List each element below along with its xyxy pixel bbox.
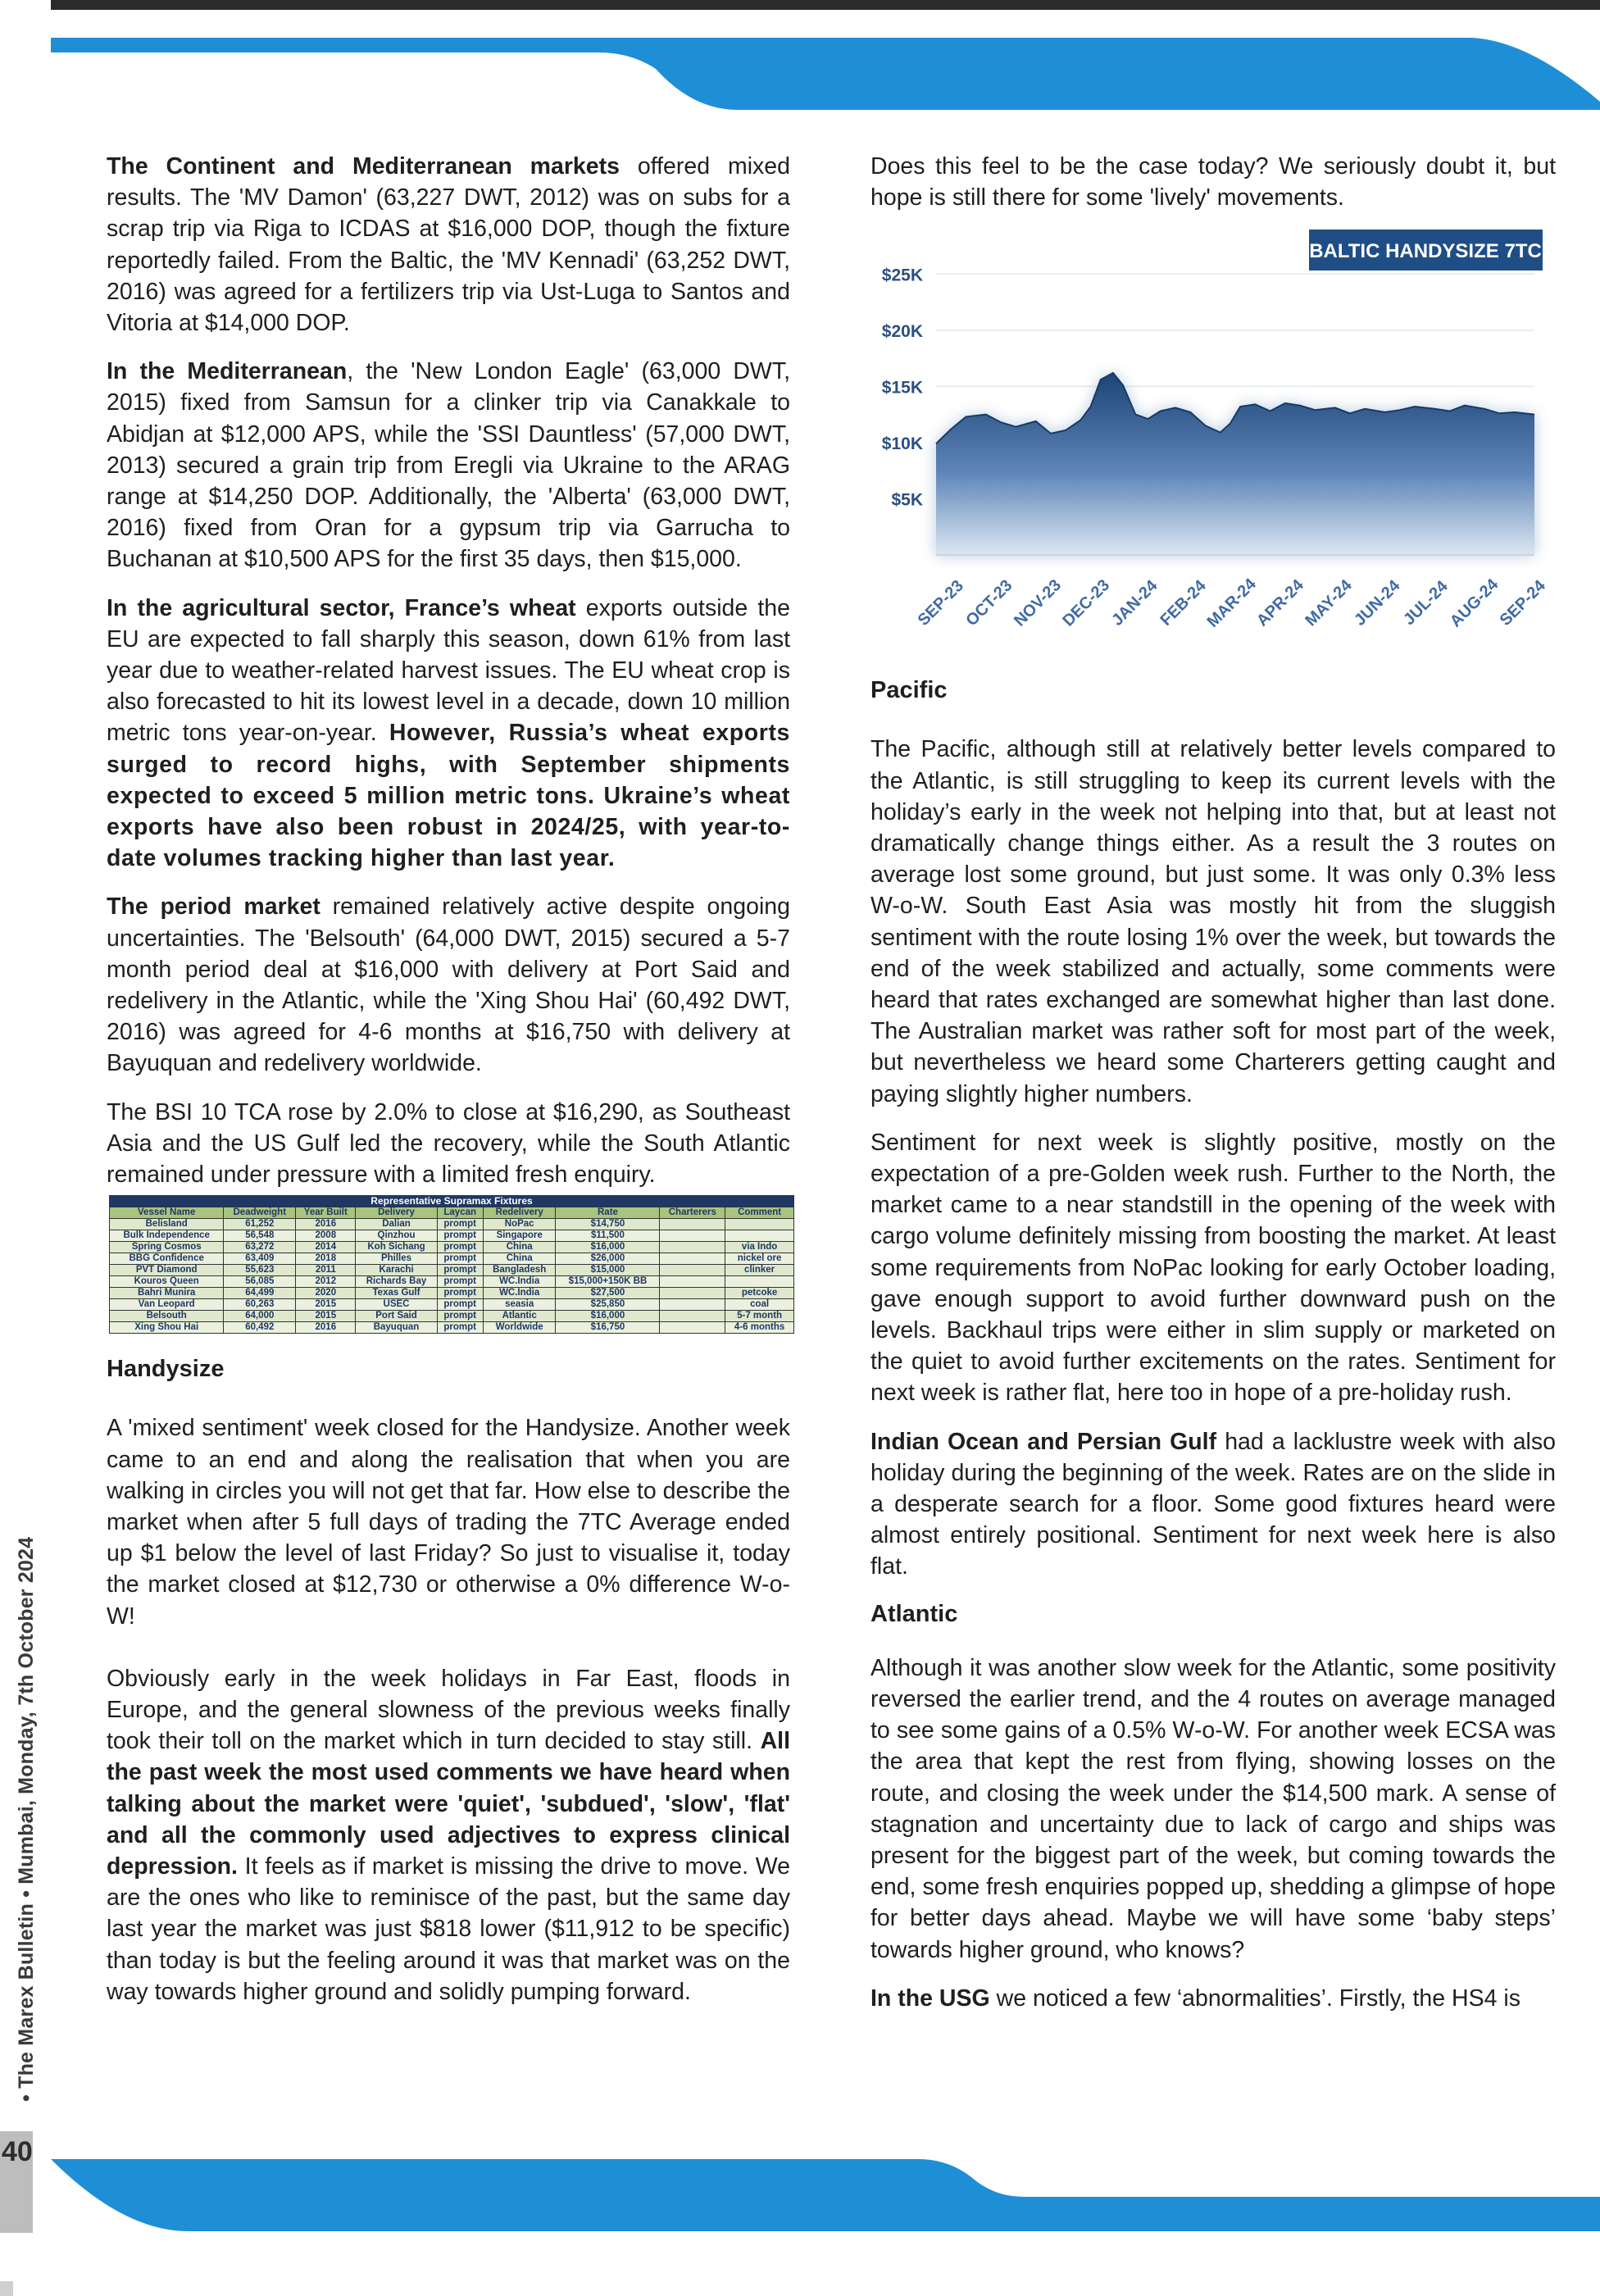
table-cell: nickel ore <box>725 1253 794 1265</box>
table-cell: Qinzhou <box>356 1230 437 1242</box>
table-cell: $25,850 <box>556 1299 660 1311</box>
handysize-heading: Handysize <box>107 1356 225 1383</box>
table-row <box>110 1276 794 1288</box>
table-row <box>110 1242 794 1253</box>
paragraph-text: offered mixed results. The 'MV Damon' (63,227 DWT, 2012) was on subs for a scrap trip via Riga to ICDAS at $16,000 DOP, though the fixture reportedly failed. From the Baltic, the 'MV Kennadi' (63,252 DWT, 2016) was agreed for a fertilizers trip via Ust-Luga to Santos and Vitoria at $14,000 DOP. <box>107 153 790 337</box>
table-cell: Van Leopard <box>110 1299 224 1311</box>
table-body <box>110 1219 794 1334</box>
chart-y-tick-label: $5K <box>891 490 923 510</box>
table-cell: prompt <box>437 1299 483 1311</box>
paragraph-indian-ocean <box>870 1426 1556 1583</box>
chart-x-tick-label: DEC-23 <box>1059 576 1114 631</box>
pacific-heading: Pacific <box>870 677 948 704</box>
top-blue-band <box>0 33 1600 115</box>
paragraph-lead: The Continent and Mediterranean markets <box>107 153 620 180</box>
table-cell: Karachi <box>356 1265 437 1276</box>
table-cell: petcoke <box>725 1288 794 1299</box>
table-cell <box>660 1299 725 1311</box>
table-cell: prompt <box>437 1242 483 1253</box>
chart-x-tick-label: SEP-23 <box>914 577 967 630</box>
paragraph-bsi: The BSI 10 TCA rose by 2.0% to close at $16,290, as Southeast Asia and the US Gulf led the recovery, while the South Atlantic remained under pressure with a limited fresh enquiry. <box>107 1098 790 1189</box>
table-cell: prompt <box>437 1265 483 1276</box>
table-cell: 2011 <box>296 1265 356 1276</box>
table-cell: $14,750 <box>556 1219 660 1230</box>
table-cell: Philles <box>356 1253 437 1265</box>
table-row <box>110 1322 794 1334</box>
table-column-header: Vessel Name <box>110 1207 224 1219</box>
table-cell: Texas Gulf <box>356 1288 437 1299</box>
table-row <box>110 1299 794 1311</box>
paragraph-agricultural <box>107 593 790 875</box>
paragraph-lead: In the agricultural sector, France’s wheat <box>107 594 576 621</box>
table-cell: 2014 <box>296 1242 356 1253</box>
table-cell: 56,548 <box>224 1230 296 1242</box>
table-column-header: Comment <box>725 1207 794 1219</box>
table-row <box>110 1311 794 1322</box>
right-column <box>870 151 1556 2031</box>
table-cell: $16,000 <box>556 1311 660 1322</box>
table-cell: 64,000 <box>224 1311 296 1322</box>
table-cell: 63,409 <box>224 1253 296 1265</box>
top-rule <box>51 0 1600 10</box>
paragraph-pacific: The Pacific, although still at relatively better levels compared to the Atlantic, is still struggling to keep its current levels with the holiday’s early in the week not helping into that, but at least not dramatically change things either. As a result the 3 routes on average lost some ground, but just some. It was only 0.3% less W-o-W. South East Asia was mostly hit from the sluggish sentiment with the route losing 1% over the week, but towards the end of the week stabilized and actually, some comments were heard that rates exchanged are somewhat higher than last done. The Australian market was rather soft for most part of the week, but nevertheless we heard some Charterers getting caught and paying slightly higher numbers. <box>870 736 1556 1107</box>
fixtures-table-wrapper <box>109 1195 794 1334</box>
table-cell: via Indo <box>725 1242 794 1253</box>
table-cell: 2012 <box>296 1276 356 1288</box>
table-cell: 4-6 months <box>725 1322 794 1334</box>
table-column-header: Redelivery <box>483 1207 556 1219</box>
chart-x-tick-label: OCT-23 <box>962 576 1016 630</box>
table-column-header: Deadweight <box>224 1207 296 1219</box>
table-cell <box>660 1242 725 1253</box>
table-cell <box>725 1230 794 1242</box>
table-cell: Kouros Queen <box>110 1276 224 1288</box>
table-cell: NoPac <box>483 1219 556 1230</box>
table-cell: China <box>483 1242 556 1253</box>
table-cell: 2008 <box>296 1230 356 1242</box>
paragraph-period-market <box>107 891 790 1079</box>
paragraph-atlantic: Although it was another slow week for the Atlantic, some positivity reversed the earlier trend, and the 4 routes on average managed to see some gains of a 0.5% W-o-W. For another week ECSA was the area that kept the rest from flying, showing losses on the route, and closing the week under the $14,500 mark. A sense of stagnation and uncertainty due to lack of cargo and ships was present for the biggest part of the week, but coming towards the end, some fresh enquiries popped up, shedding a glimpse of hope for better days ahead. Maybe we will have some ‘baby steps’ towards higher ground, who knows? <box>870 1654 1556 1963</box>
table-cell <box>660 1253 725 1265</box>
paragraph-bold: All the past week the most used comments we have heard when talking about the market were 'quiet', 'subdued', 'slow', 'flat' and all the commonly used adjectives to express clinical depression. <box>107 1728 790 1880</box>
atlantic-heading: Atlantic <box>870 1600 958 1627</box>
chart-x-tick-label: AUG-24 <box>1446 575 1502 631</box>
table-column-header: Charterers <box>660 1207 725 1219</box>
table-cell: $16,000 <box>556 1242 660 1253</box>
paragraph-text: had a lacklustre week with also holiday during the beginning of the week. Rates are on the slide in a desperate search for a floor. Some good fixtures heard were almost entirely positional. Sentiment for next week here is also flat. <box>870 1428 1556 1580</box>
table-cell: Dalian <box>356 1219 437 1230</box>
paragraph-text: remained relatively active despite ongoing uncertainties. The 'Belsouth' (64,000 DWT, 2015) secured a 5-7 month period deal at $16,000 with delivery at Port Said and redelivery in the Atlantic, while the 'Xing Shou Hai' (60,492 DWT, 2016) was agreed for 4-6 months at $16,750 with delivery at Bayuquan and redelivery worldwide. <box>107 893 790 1077</box>
handysize-chart <box>870 221 1556 676</box>
chart-y-tick-label: $20K <box>881 322 923 342</box>
table-cell <box>660 1311 725 1322</box>
paragraph-mediterranean <box>107 356 790 575</box>
table-cell: WC.India <box>483 1276 556 1288</box>
table-cell: prompt <box>437 1219 483 1230</box>
chart-y-tick-label: $25K <box>881 266 923 285</box>
table-cell: Worldwide <box>483 1322 556 1334</box>
table-cell: 2020 <box>296 1288 356 1299</box>
chart-svg <box>870 221 1556 676</box>
chart-y-tick-label: $15K <box>881 378 923 398</box>
page-number: 40 <box>2 2136 33 2167</box>
chart-x-tick-label: NOV-23 <box>1011 576 1066 631</box>
table-cell: $11,500 <box>556 1230 660 1242</box>
table-cell: 61,252 <box>224 1219 296 1230</box>
chart-x-tick-label: MAR-24 <box>1203 575 1260 632</box>
table-cell: prompt <box>437 1230 483 1242</box>
table-cell: PVT Diamond <box>110 1265 224 1276</box>
table-cell: $15,000+150K BB <box>556 1276 660 1288</box>
table-cell: prompt <box>437 1311 483 1322</box>
table-cell: $27,500 <box>556 1288 660 1299</box>
table-cell: USEC <box>356 1299 437 1311</box>
table-caption: Representative Supramax Fixtures <box>110 1196 794 1207</box>
table-cell: Belisland <box>110 1219 224 1230</box>
chart-title: BALTIC HANDYSIZE 7TC <box>1309 240 1542 263</box>
table-cell: Bayuquan <box>356 1322 437 1334</box>
table-cell: Port Said <box>356 1311 437 1322</box>
table-cell: prompt <box>437 1276 483 1288</box>
table-cell: 60,492 <box>224 1322 296 1334</box>
table-cell: $26,000 <box>556 1253 660 1265</box>
paragraph-text: Obviously early in the week holidays in Far East, floods in Europe, and the general slowness of the previous weeks finally took their toll on the market which in turn decided to stay still. <box>107 1665 790 1755</box>
table-cell: seasia <box>483 1299 556 1311</box>
paragraph-text: , the 'New London Eagle' (63,000 DWT, 2015) fixed from Samsun for a clinker trip via Canakkale to Abidjan at $12,000 APS, while the 'SSI Dauntless' (57,000 DWT, 2013) secured a grain trip from Eregli via Ukraine to the ARAG range at $14,250 DOP. Additionally, the 'Alberta' (63,000 DWT, 2016) fixed from Oran for a gypsum trip via Garrucha to Buchanan at $10,500 APS for the first 35 days, then $15,000. <box>107 358 790 573</box>
table-cell: Xing Shou Hai <box>110 1322 224 1334</box>
table-row <box>110 1253 794 1265</box>
chart-x-tick-label: JUL-24 <box>1400 577 1452 630</box>
paragraph-lead: Indian Ocean and Persian Gulf <box>870 1428 1217 1455</box>
table-cell: 2016 <box>296 1219 356 1230</box>
table-cell: $15,000 <box>556 1265 660 1276</box>
table-cell: Atlantic <box>483 1311 556 1322</box>
table-cell <box>660 1276 725 1288</box>
bottom-blue-band <box>0 2156 1600 2238</box>
table-cell: 2018 <box>296 1253 356 1265</box>
corner-marker <box>0 2281 13 2296</box>
table-cell <box>660 1230 725 1242</box>
paragraph-intro: Does this feel to be the case today? We seriously doubt it, but hope is still there for some 'lively' movements. <box>870 153 1556 211</box>
table-cell: Spring Cosmos <box>110 1242 224 1253</box>
table-cell <box>725 1219 794 1230</box>
paragraph-handysize: A 'mixed sentiment' week closed for the Handysize. Another week came to an end and along the realisation that when you are walking in circles you will not get that far. How else to describe the market when after 5 full days of trading the 7TC Average ended up $1 below the level of last Friday? So just to visualise it, today the market closed at $12,730 or otherwise a 0% difference W-o-W! <box>107 1415 790 1630</box>
paragraph-sentiment: Sentiment for next week is slightly positive, mostly on the expectation of a pre-Golden week rush. Further to the North, the market came to a near standstill in the opening of the week with cargo volume definitely missing from boosting the market. At least some requirements from NoPac looking for early October loading, gave enough support to avoid further downward push on the levels. Backhaul trips were either in slim supply or marketed on the quiet to avoid further excitements on the rates. Sentiment for next week is rather flat, here too in hope of a pre-holiday rush. <box>870 1129 1556 1407</box>
table-cell: 63,272 <box>224 1242 296 1253</box>
table-cell: coal <box>725 1299 794 1311</box>
table-cell <box>660 1219 725 1230</box>
table-cell: China <box>483 1253 556 1265</box>
paragraph-lead: The period market <box>107 893 320 921</box>
table-cell <box>660 1265 725 1276</box>
table-cell: Koh Sichang <box>356 1242 437 1253</box>
table-cell: BBG Confidence <box>110 1253 224 1265</box>
table-cell: prompt <box>437 1288 483 1299</box>
table-row <box>110 1265 794 1276</box>
table-cell: 64,499 <box>224 1288 296 1299</box>
table-cell <box>725 1276 794 1288</box>
paragraph-text: exports outside the EU are expected to fall sharply this season, down 61% from last year due to weather-related harvest issues. The EU wheat crop is also forecasted to hit its lowest level in a decade, down 10 million metric tons year-on-year. <box>107 594 790 747</box>
table-cell: Singapore <box>483 1230 556 1242</box>
table-cell: prompt <box>437 1253 483 1265</box>
table-cell: clinker <box>725 1265 794 1276</box>
table-row <box>110 1288 794 1299</box>
table-cell <box>660 1288 725 1299</box>
table-cell: $16,750 <box>556 1322 660 1334</box>
table-cell: 56,085 <box>224 1276 296 1288</box>
table-header-row <box>110 1207 794 1219</box>
table-cell: 2015 <box>296 1299 356 1311</box>
table-cell: Bangladesh <box>483 1265 556 1276</box>
paragraph-text: It feels as if market is missing the drive to move. We are the ones who like to reminisce of the past, but the same day last year the market was just $818 lower ($11,912 to be specific) than today is but the feeling around it was that market was on the way towards higher ground and solidly pumping forward. <box>107 1853 790 2005</box>
chart-y-tick-label: $10K <box>881 434 923 454</box>
table-column-header: Delivery <box>356 1207 437 1219</box>
paragraph-lead: In the USG <box>870 1985 990 2012</box>
paragraph-usg <box>870 1983 1556 2014</box>
table-cell: Richards Bay <box>356 1276 437 1288</box>
table-column-header: Laycan <box>437 1207 483 1219</box>
table-cell: Bahri Munira <box>110 1288 224 1299</box>
fixtures-table <box>109 1195 794 1334</box>
table-column-header: Year Built <box>296 1207 356 1219</box>
table-cell: Bulk Independence <box>110 1230 224 1242</box>
table-row <box>110 1230 794 1242</box>
table-cell: WC.India <box>483 1288 556 1299</box>
chart-x-tick-label: SEP-24 <box>1496 577 1549 630</box>
table-cell: 60,263 <box>224 1299 296 1311</box>
chart-x-tick-label: JAN-24 <box>1108 577 1161 630</box>
chart-x-tick-label: JUN-24 <box>1351 577 1404 630</box>
paragraph-bold: However, Russia’s wheat exports surged to record highs, with September shipments expected to exceed 5 million metric tons. Ukraine’s wheat exports have also been robust in 2024/25, with year-to-date volumes tracking higher than last year. <box>107 720 790 872</box>
table-column-header: Rate <box>556 1207 660 1219</box>
paragraph-text: we noticed a few ‘abnormalities’. Firstly, the HS4 is <box>989 1985 1520 2012</box>
paragraph-holidays <box>107 1663 790 2007</box>
chart-x-tick-label: MAY-24 <box>1302 576 1356 630</box>
table-cell: 2016 <box>296 1322 356 1334</box>
table-cell: prompt <box>437 1322 483 1334</box>
table-row <box>110 1219 794 1230</box>
chart-x-tick-label: APR-24 <box>1252 576 1307 631</box>
paragraph-lead: In the Mediterranean <box>107 358 348 385</box>
running-title: • The Marex Bulletin • Mumbai, Monday, 7th October 2024 <box>15 1536 38 2102</box>
table-cell: 5-7 month <box>725 1311 794 1322</box>
left-column <box>107 151 790 2025</box>
table-cell: 2015 <box>296 1311 356 1322</box>
paragraph-continent <box>107 151 790 339</box>
table-cell: Belsouth <box>110 1311 224 1322</box>
table-cell <box>660 1322 725 1334</box>
table-cell: 55,623 <box>224 1265 296 1276</box>
chart-x-tick-label: FEB-24 <box>1157 577 1210 630</box>
